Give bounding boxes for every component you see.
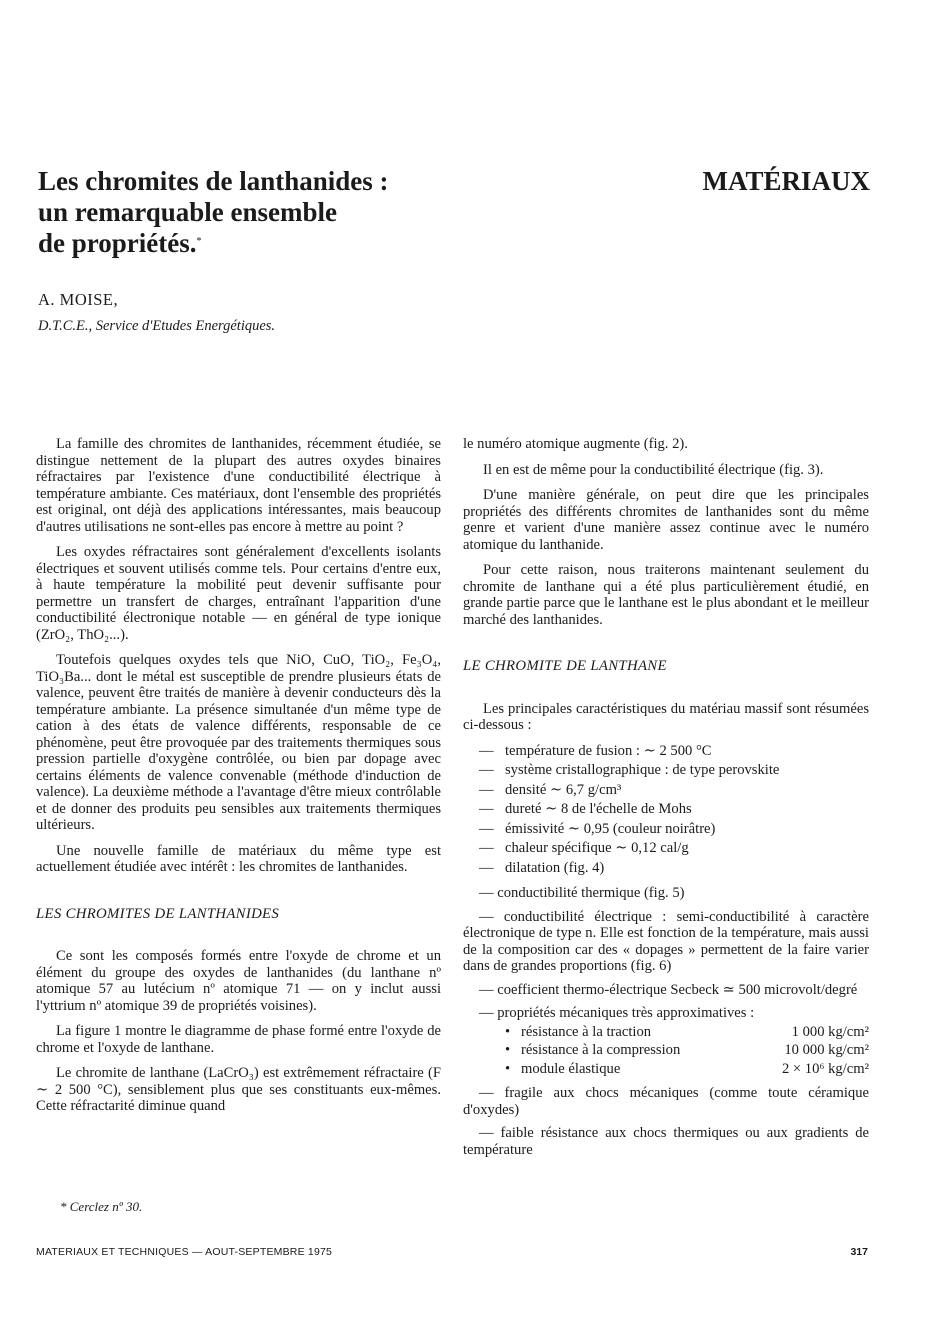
property-text: chaleur spécifique ∼ 0,12 cal/g [505,840,689,856]
mechanical-item [463,1042,869,1059]
properties-intro: Les principales caractéristiques du matériau massif sont résumées ci-dessous : [463,700,869,733]
section-label: MATÉRIAUX [702,166,870,196]
mechanical-value: 10 000 kg/cm² [784,1042,869,1058]
journal-footer: MATERIAUX ET TECHNIQUES — AOUT-SEPTEMBRE 1975 [36,1246,333,1258]
property-item [463,782,869,799]
property-text: dureté ∼ 8 de l'échelle de Mohs [505,801,692,817]
dash-marker: — [479,820,494,837]
mechanical-item [463,1061,869,1078]
property-item [463,860,869,877]
right-column [463,436,869,1165]
dash-marker: — [479,859,494,876]
property-text: dilatation (fig. 4) [505,859,605,876]
mechanical-value: 2 × 10⁶ kg/cm² [781,1060,869,1077]
mechanical-value: 1 000 kg/cm² [791,1023,869,1040]
right-paragraph-1: le numéro atomique augmente (fig. 2). [463,436,688,452]
property-conductibilite-electrique: — conductibilité électrique : semi-conductibilité à caractère électronique de type n. Elle est fonction de la température, mais aussi de la composition car des « dopages » permettent de la faire varier dans de grandes proportions (fig. 6) [463,908,869,974]
property-item [463,801,869,818]
right-paragraph-2: Il en est de même pour la conductibilité électrique (fig. 3). [483,461,824,478]
title-line-3-text: de propriétés. [38,228,197,258]
section-heading-chromites: LES CHROMITES DE LANTHANIDES [36,905,280,922]
dash-marker: — [479,781,494,798]
dash-marker: — [479,840,494,856]
mechanical-label: résistance à la compression [521,1042,681,1058]
property-mecaniques: — propriétés mécaniques très approximatives : [479,1005,755,1021]
left-column [36,436,441,1124]
title-line-3 [38,228,458,259]
property-item [463,743,869,760]
property-text: système cristallographique : de type perovskite [505,762,780,778]
mechanical-item [463,1024,869,1041]
right-paragraph-4: Pour cette raison, nous traiterons maintenant seulement du chromite de lanthane qui a été plus particulièrement étudié, en grande partie parce que le lanthane est le plus abondant et le meilleur marché des lanthanides. [463,562,869,628]
property-text: densité ∼ 6,7 g/cm³ [505,781,622,798]
left-paragraph-3: Toutefois quelques oxydes tels que NiO, CuO, TiO₂, Fe₃O₄, TiO₃Ba... dont le métal est susceptible de prendre plusieurs états de valence, peuvent être traités de manière à devenir conducteurs dès la température ambiante. La présence simultanée d'un même type de cation à des états de valence différents, responsable de ce phénomène, peut être provoquée par des traitements thermiques sous pression partielle d'oxygène contrôlée, ou bien par dopage avec certains éléments de valence convenable (méthode d'induction de valence). La deuxième méthode a l'avantage d'être mieux contrôlable et de donner des produits peu sensibles aux traitements thermiques ultérieurs. [36,652,441,833]
dash-marker: — [479,801,494,817]
bullet-marker: • [505,1042,511,1058]
property-item [463,840,869,857]
author-name: A. MOISE, [38,290,119,309]
dash-marker: — [479,742,494,759]
property-text: température de fusion : ∼ 2 500 °C [505,742,712,759]
mechanical-label: résistance à la traction [521,1023,652,1040]
property-chocs-thermiques: — faible résistance aux chocs thermiques ou aux gradients de température [463,1125,869,1158]
left-paragraph-2: Les oxydes réfractaires sont généralement d'excellents isolants électriques et souvent utilisés comme tels. Pour certains d'entre eux, à haute température la mobilité peut devenir suffisante pour permettre un transfert de charges, entraînant l'apparition d'une conductibilité électronique notable — en général de type ionique (ZrO₂, ThO₂...). [36,544,441,643]
left-paragraph-1: La famille des chromites de lanthanides, récemment étudiée, se distingue nettement de la plupart des autres oxydes binaires réfractaires par l'existence d'une conductibilité électrique à température ambiante. Ces matériaux, dont l'ensemble des propriétés est original, ont déjà des applications intéressantes, mais beaucoup d'autres utilisations ne sont-elles pas encore à mettre au point ? [36,436,441,535]
title-footnote-mark: * [196,236,202,247]
property-item [463,821,869,838]
property-seebeck: — coefficient thermo-électrique Secbeck ≃ 500 microvolt/degré [479,981,858,998]
footnote: * Cerclez nº 30. [60,1199,143,1214]
mechanical-label: module élastique [521,1060,621,1077]
page-number: 317 [850,1246,868,1258]
title-line-1: Les chromites de lanthanides : [38,166,389,196]
section-heading-chromite-lanthane: LE CHROMITE DE LANTHANE [463,658,667,674]
property-text: émissivité ∼ 0,95 (couleur noirâtre) [505,820,716,837]
left-paragraph-6: La figure 1 montre le diagramme de phase formé entre l'oxyde de chrome et l'oxyde de lanthane. [36,1023,441,1056]
title-line-2: un remarquable ensemble [38,197,338,227]
left-paragraph-4: Une nouvelle famille de matériaux du même type est actuellement étudiée avec intérêt : les chromites de lanthanides. [36,842,441,875]
left-paragraph-7: Le chromite de lanthane (LaCrO₃) est extrêmement réfractaire (F ∼ 2 500 °C), sensiblement plus que ses constituants eux-mêmes. Cette réfractarité diminue quand [36,1065,441,1114]
dash-marker: — [479,762,494,778]
property-fragile: — fragile aux chocs mécaniques (comme toute céramique d'oxydes) [463,1085,869,1118]
right-paragraph-3: D'une manière générale, on peut dire que les principales propriétés des différents chromites de lanthanides sont du même genre et varient d'une manière assez continue avec le numéro atomique du lanthanide. [463,487,869,553]
left-paragraph-5: Ce sont les composés formés entre l'oxyde de chrome et un élément du groupe des oxydes de lanthanides (du lanthane nº atomique 57 au lutécium nº atomique 71 — on y inclut aussi l'yttrium nº atomique 39 de propriétés voisines). [36,948,441,1014]
property-conductibilite-thermique: — conductibilité thermique (fig. 5) [479,885,685,901]
property-item [463,762,869,779]
bullet-marker: • [505,1023,511,1040]
author-affiliation: D.T.C.E., Service d'Etudes Energétiques. [38,318,276,334]
article-title [38,166,458,259]
bullet-marker: • [505,1060,511,1077]
